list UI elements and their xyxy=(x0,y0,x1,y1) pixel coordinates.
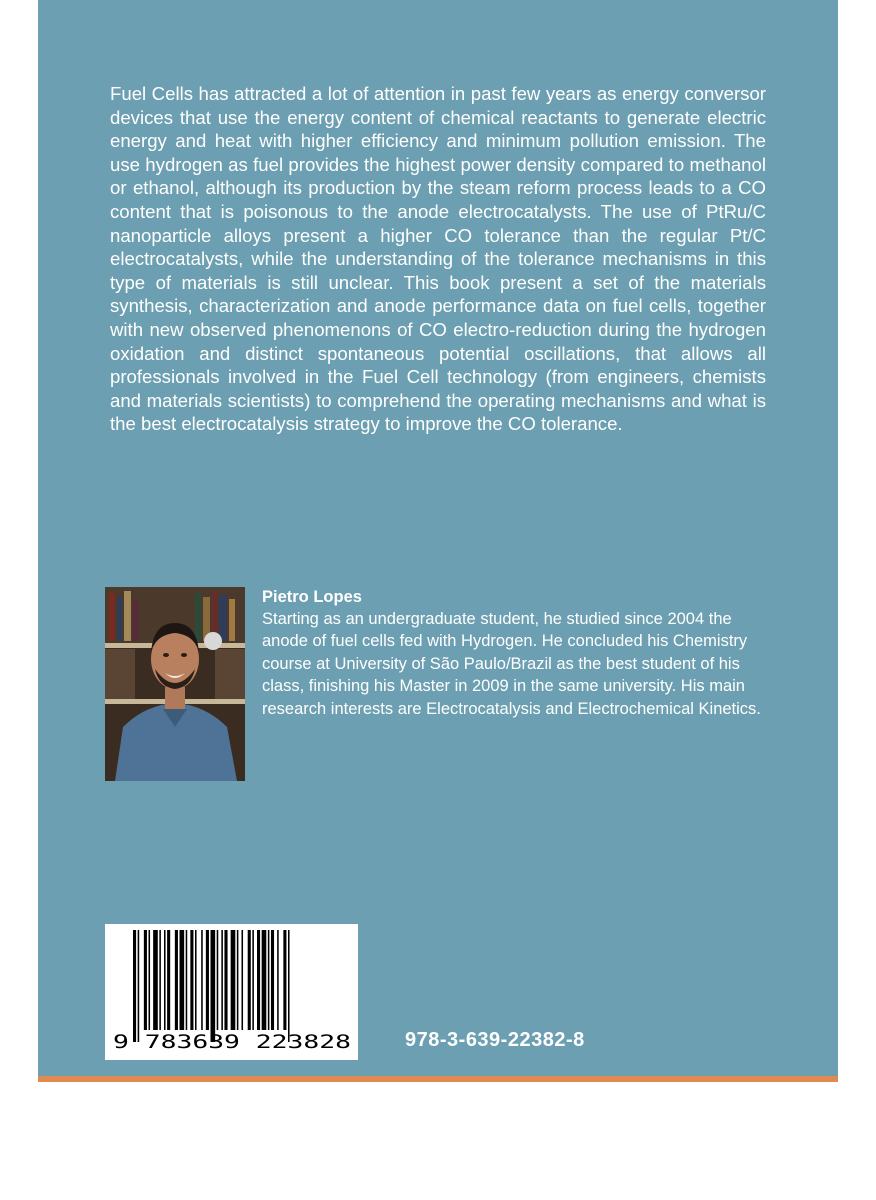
barcode-bar xyxy=(186,930,188,1030)
barcode-bar xyxy=(268,930,270,1030)
barcode-bar xyxy=(271,930,274,1030)
barcode-bar xyxy=(257,930,260,1030)
barcode-bar xyxy=(138,930,140,1042)
barcode-bar xyxy=(190,930,193,1030)
barcode-bar xyxy=(237,930,239,1030)
barcode-bar xyxy=(224,930,227,1030)
barcode-bar xyxy=(248,930,251,1030)
barcode-bar xyxy=(262,930,267,1030)
author-name: Pietro Lopes xyxy=(262,588,362,606)
barcode-bar xyxy=(242,930,244,1030)
author-bio: Starting as an undergraduate student, he studied since 2004 the anode of fuel cells fed with Hydrogen. He concluded his Chemistry course at University of São Paulo/Brazil as the best student of his class, finishing his Master in 2009 in the same university. His main research interests are Electrocatalysis and Electrochemical Kinetics. xyxy=(262,610,761,718)
barcode-bar xyxy=(153,930,158,1030)
barcode-bar xyxy=(175,930,178,1030)
barcode-bar xyxy=(221,930,223,1030)
barcode-bar xyxy=(231,930,236,1030)
isbn-barcode xyxy=(105,924,358,1060)
barcode-bar xyxy=(277,930,279,1030)
barcode-bars xyxy=(133,930,290,1042)
barcode-bar xyxy=(217,930,219,1030)
bottom-stripe xyxy=(38,1076,838,1082)
barcode-bar xyxy=(211,930,216,1042)
barcode-bar xyxy=(201,930,203,1030)
barcode-bar xyxy=(149,930,151,1030)
isbn-number: 978-3-639-22382-8 xyxy=(405,1029,585,1051)
barcode-bar xyxy=(288,930,290,1042)
barcode-bar xyxy=(164,930,166,1030)
barcode-bar xyxy=(159,930,161,1030)
book-description: Fuel Cells has attracted a lot of attention in past few years as energy conversor devices that use the energy content of chemical reactants to generate electric energy and heat with higher efficiency and minimum pollution emission. The use hydrogen as fuel provides the highest power density compared to methanol or ethanol, although its production by the steam reform process leads to a CO content that is poisonous to the anode electrocatalysts. The use of PtRu/C nanoparticle alloys present a higher CO tolerance than the regular Pt/C electrocatalysts, while the understanding of the tolerance mechanisms in this type of materials is still unclear. This book present a set of the materials synthesis, characterization and anode performance data on fuel cells, together with new observed phenomenons of CO electro-reduction during the hydrogen oxidation and distinct spontaneous potential oscillations, that allows all professionals involved in the Fuel Cell technology (from engineers, chemists and materials scientists) to comprehend the operating mechanisms and what is the best electrocatalysis strategy to improve the CO tolerance. xyxy=(110,83,766,435)
author-photo xyxy=(105,587,245,781)
barcode-bar xyxy=(206,930,209,1030)
barcode-bar xyxy=(180,930,185,1030)
barcode-bar xyxy=(167,930,170,1030)
barcode-bar xyxy=(133,930,136,1042)
barcode-bar xyxy=(283,930,286,1030)
barcode-bar xyxy=(195,930,197,1030)
barcode-digits: 9 783639 223828 xyxy=(113,1031,351,1053)
barcode-bar xyxy=(144,930,147,1030)
barcode-bar xyxy=(252,930,254,1030)
